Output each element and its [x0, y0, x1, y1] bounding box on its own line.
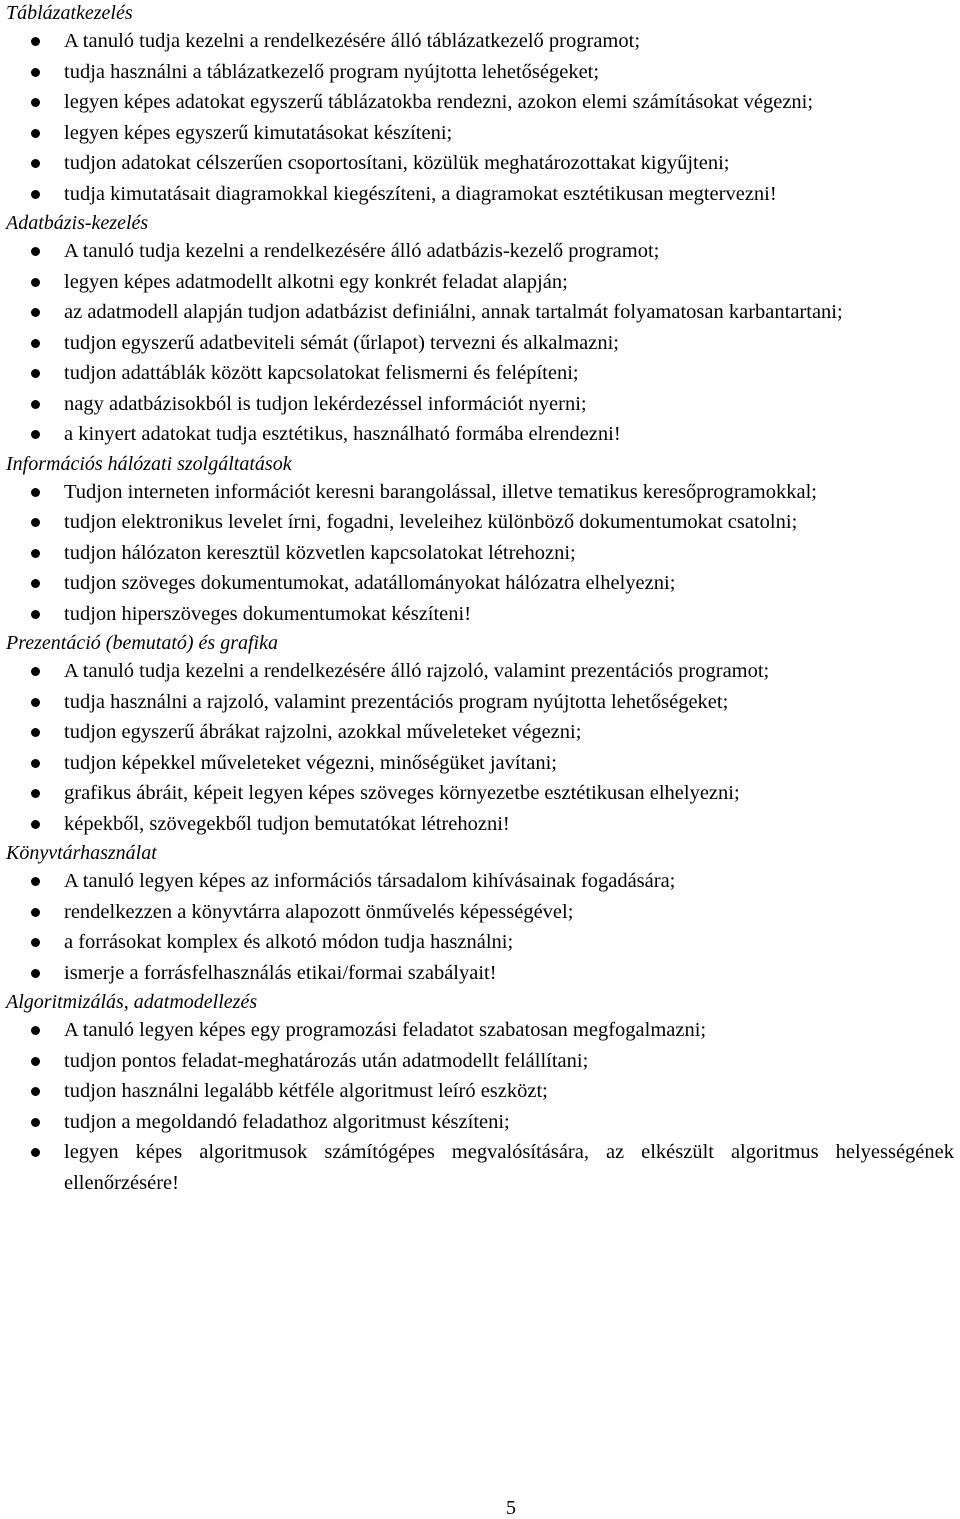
bullet-icon — [31, 37, 40, 46]
list-item: a forrásokat komplex és alkotó módon tudja használni; — [0, 927, 960, 958]
list-item: tudjon adattáblák között kapcsolatokat felismerni és felépíteni; — [0, 358, 960, 389]
list-item: tudjon egyszerű ábrákat rajzolni, azokkal műveleteket végezni; — [0, 717, 960, 748]
bullet-icon — [31, 339, 40, 348]
bullet-icon — [31, 908, 40, 917]
bullet-icon — [31, 190, 40, 199]
list-item: A tanuló tudja kezelni a rendelkezésére álló rajzoló, valamint prezentációs programot; — [0, 656, 960, 687]
bullet-icon — [31, 610, 40, 619]
list-item: tudja használni a táblázatkezelő program nyújtotta lehetőségeket; — [0, 57, 960, 88]
bullet-icon — [31, 369, 40, 378]
section-library-use — [0, 840, 960, 988]
list-item: ismerje a forrásfelhasználás etikai/formai szabályait! — [0, 958, 960, 989]
bullet-icon — [31, 1087, 40, 1096]
section-algorithms — [0, 989, 960, 1198]
section-heading: Információs hálózati szolgáltatások — [6, 452, 292, 475]
bullet-list — [0, 866, 960, 988]
list-item: tudjon pontos feladat-meghatározás után adatmodellt felállítani; — [0, 1046, 960, 1077]
list-item: legyen képes adatokat egyszerű táblázatokba rendezni, azokon elemi számításokat végezni; — [0, 87, 960, 118]
section-database — [0, 210, 960, 450]
bullet-icon — [31, 1148, 40, 1157]
bullet-icon — [31, 759, 40, 768]
bullet-icon — [31, 1026, 40, 1035]
bullet-icon — [31, 278, 40, 287]
bullet-icon — [31, 789, 40, 798]
bullet-icon — [31, 247, 40, 256]
bullet-list — [0, 656, 960, 839]
bullet-icon — [31, 430, 40, 439]
list-item: grafikus ábráit, képeit legyen képes szöveges környezetbe esztétikusan elhelyezni; — [0, 778, 960, 809]
bullet-icon — [31, 400, 40, 409]
bullet-icon — [31, 698, 40, 707]
bullet-icon — [31, 938, 40, 947]
list-item: tudjon elektronikus levelet írni, fogadni, leveleihez különböző dokumentumokat csatolni; — [0, 507, 960, 538]
bullet-icon — [31, 667, 40, 676]
list-item: tudjon képekkel műveleteket végezni, minőségüket javítani; — [0, 748, 960, 779]
list-item: tudjon szöveges dokumentumokat, adatállományokat hálózatra elhelyezni; — [0, 568, 960, 599]
bullet-list — [0, 1015, 960, 1198]
bullet-icon — [31, 549, 40, 558]
list-item: legyen képes egyszerű kimutatásokat készíteni; — [0, 118, 960, 149]
bullet-icon — [31, 728, 40, 737]
list-item: képekből, szövegekből tudjon bemutatókat létrehozni! — [0, 809, 960, 840]
list-item: A tanuló tudja kezelni a rendelkezésére álló adatbázis-kezelő programot; — [0, 236, 960, 267]
bullet-icon — [31, 488, 40, 497]
section-spreadsheet — [0, 0, 960, 209]
list-item: legyen képes adatmodellt alkotni egy konkrét feladat alapján; — [0, 267, 960, 298]
bullet-icon — [31, 308, 40, 317]
list-item: A tanuló legyen képes az információs társadalom kihívásainak fogadására; — [0, 866, 960, 897]
bullet-list — [0, 236, 960, 450]
list-item: az adatmodell alapján tudjon adatbázist definiálni, annak tartalmát folyamatosan karbantartani; — [0, 297, 960, 328]
list-item: tudjon használni legalább kétféle algoritmust leíró eszközt; — [0, 1076, 960, 1107]
list-item: tudjon hiperszöveges dokumentumokat készíteni! — [0, 599, 960, 630]
bullet-list — [0, 26, 960, 209]
bullet-icon — [31, 820, 40, 829]
list-item: tudjon adatokat célszerűen csoportosítani, közülük meghatározottakat kigyűjteni; — [0, 148, 960, 179]
list-item: tudja használni a rajzoló, valamint prezentációs program nyújtotta lehetőségeket; — [0, 687, 960, 718]
section-heading: Adatbázis-kezelés — [6, 212, 149, 234]
list-item: A tanuló tudja kezelni a rendelkezésére álló táblázatkezelő programot; — [0, 26, 960, 57]
section-heading: Könyvtárhasználat — [6, 842, 157, 864]
bullet-icon — [31, 129, 40, 138]
section-heading: Prezentáció (bemutató) és grafika — [6, 632, 278, 654]
list-item: tudjon egyszerű adatbeviteli sémát (űrlapot) tervezni és alkalmazni; — [0, 328, 960, 359]
list-item: tudjon hálózaton keresztül közvetlen kapcsolatokat létrehozni; — [0, 538, 960, 569]
bullet-icon — [31, 1057, 40, 1066]
list-item: legyen képes algoritmusok számítógépes megvalósítására, az elkészült algoritmus helyességének ellenőrzésére! — [0, 1137, 960, 1198]
list-item: Tudjon interneten információt keresni barangolással, illetve tematikus keresőprogramokkal; — [0, 477, 960, 508]
bullet-list — [0, 477, 960, 630]
bullet-icon — [31, 68, 40, 77]
list-item: nagy adatbázisokból is tudjon lekérdezéssel információt nyerni; — [0, 389, 960, 420]
bullet-icon — [31, 98, 40, 107]
bullet-icon — [31, 1118, 40, 1127]
section-heading: Algoritmizálás, adatmodellezés — [6, 991, 258, 1013]
bullet-icon — [31, 518, 40, 527]
bullet-icon — [31, 969, 40, 978]
list-item: tudjon a megoldandó feladathoz algoritmust készíteni; — [0, 1107, 960, 1138]
list-item: tudja kimutatásait diagramokkal kiegészíteni, a diagramokat esztétikusan megtervezni! — [0, 179, 960, 210]
bullet-icon — [31, 877, 40, 886]
bullet-icon — [31, 159, 40, 168]
list-item: rendelkezzen a könyvtárra alapozott önművelés képességével; — [0, 897, 960, 928]
section-network-services — [0, 451, 960, 630]
section-heading: Táblázatkezelés — [6, 2, 133, 24]
page-number: 5 — [506, 1497, 516, 1519]
list-item: a kinyert adatokat tudja esztétikus, használható formába elrendezni! — [0, 419, 960, 450]
section-presentation-graphics — [0, 630, 960, 839]
bullet-icon — [31, 579, 40, 588]
list-item: A tanuló legyen képes egy programozási feladatot szabatosan megfogalmazni; — [0, 1015, 960, 1046]
